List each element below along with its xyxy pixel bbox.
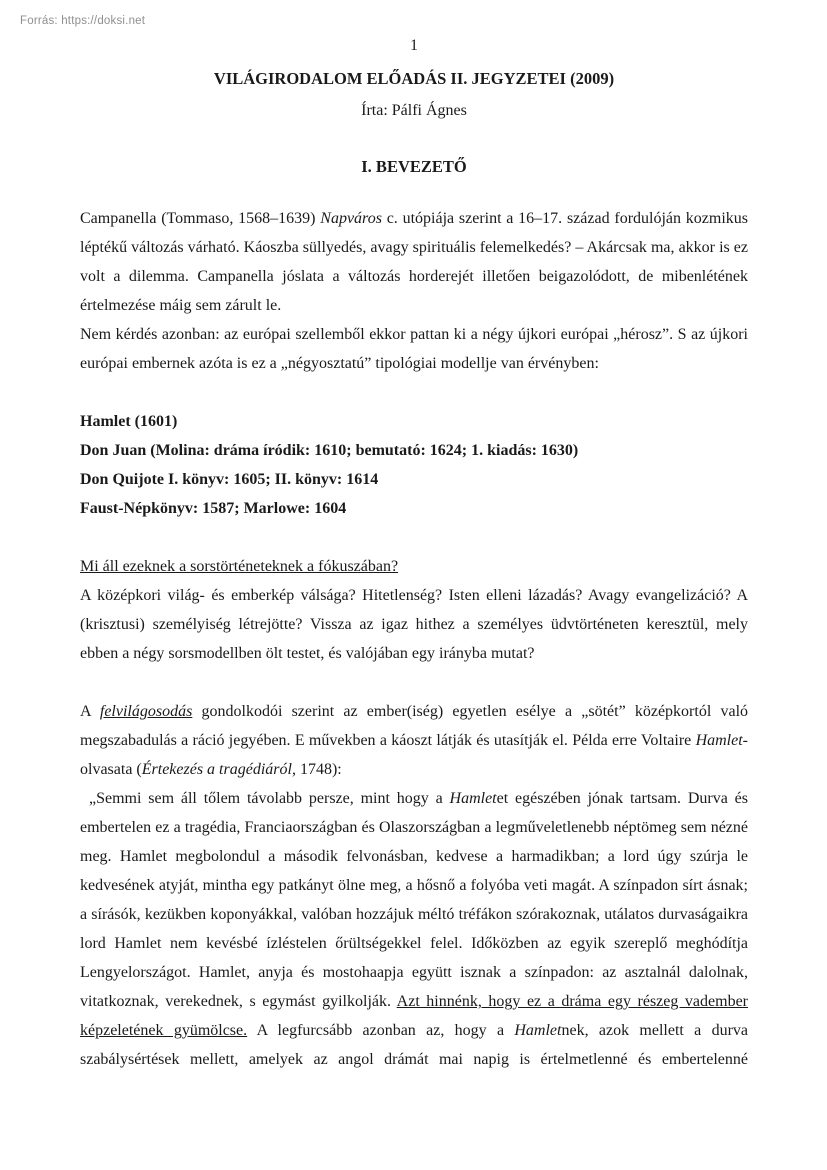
paragraph-voltaire-quote [80, 784, 748, 1074]
paragraph-nem-kerdes: Nem kérdés azonban: az európai szellemből ekkor pattan ki a négy újkori európai „hérosz”. S az újkori európai embernek azóta is ez a „négyosztatú” tipológiai modellje van érvényben: [80, 326, 748, 372]
author-line: Írta: Pálfi Ágnes [361, 102, 467, 119]
term-felvilagosodas: felvilágosodás [99, 703, 193, 720]
enlightenment-block [80, 697, 748, 1074]
text-segment: -olvasata ( [80, 732, 748, 778]
text-segment: nek, azok mellett a durva szabálysértések mellett, amelyek az angol drámát mai napig is értelmetlenné és embertelenné [80, 1022, 749, 1068]
source-watermark: Forrás: https://doksi.net [20, 15, 146, 27]
paragraph-kozepkori: A középkori világ- és emberkép válsága? Hitetlenség? Isten elleni lázadás? Avagy evangelizáció? A (krisztusi) személyiség létrejötte? Vissza az igaz hithez a személyes üdvtörténeten keresztül, mely ebben a négy sorsmodellben ölt testet, és valójában egy irányba mutat? [80, 587, 748, 662]
page-content [80, 0, 748, 1074]
question-block [80, 552, 748, 668]
question-heading [80, 552, 748, 581]
hero-typology-list [80, 407, 748, 523]
work-title-napvaros: Napváros [320, 210, 382, 227]
work-title-hamlet: Hamlet [514, 1022, 562, 1039]
text-segment: c. utópiája szerint a 16–17. század fordulóján kozmikus léptékű változás várható. Káoszba süllyedés, avagy spirituális felemelkedés? – Akárcsak ma, akkor is ez volt a dilemma. Campanella jóslata a változás horderejét illetően beigazolódott, de mibenlétének értelmezése máig sem zárult le. [80, 210, 749, 314]
text-segment: , 1748): [291, 761, 342, 778]
text-segment: A [80, 703, 100, 720]
work-title-ertekezes: Értekezés a tragédiáról [141, 761, 292, 778]
work-title-hamlet: Hamlet [449, 790, 497, 807]
hero-item-don-juan: Don Juan (Molina: dráma íródik: 1610; bemutató: 1624; 1. kiadás: 1630) [80, 442, 579, 459]
text-segment: Campanella (Tommaso, 1568–1639) [80, 210, 321, 227]
document-title: VILÁGIRODALOM ELŐADÁS II. JEGYZETEI (2009) [213, 69, 615, 88]
underlined-phrase: Azt hinnénk, hogy ez a dráma egy részeg vadember képzeletének gyümölcse. [80, 993, 748, 1039]
question-heading-text: Mi áll ezeknek a sorstörténeteknek a fókuszában? [80, 558, 399, 575]
section-heading: I. BEVEZETŐ [361, 157, 467, 176]
paragraph-campanella [80, 204, 748, 320]
text-segment: gondolkodói szerint az ember(iség) egyetlen esélye a „sötét” középkortól való megszabadulás a ráció jegyében. E művekben a káoszt látják és utasítják el. Példa erre Voltaire [80, 703, 749, 749]
text-segment: „Semmi sem áll tőlem távolabb persze, mint hogy a [89, 790, 450, 807]
hero-item-don-quijote: Don Quijote I. könyv: 1605; II. könyv: 1614 [80, 471, 379, 488]
hero-item-faust: Faust-Népkönyv: 1587; Marlowe: 1604 [80, 500, 347, 517]
page-number: 1 [410, 37, 418, 54]
body-text [80, 204, 748, 1074]
text-segment: A legfurcsább azonban az, hogy a [247, 1022, 515, 1039]
text-segment: et egészében jónak tartsam. Durva és embertelen ez a tragédia, Franciaországban és Olaszországban a legműveletlenebb néptömeg sem nézné meg. Hamlet megbolondul a második felvonásban, kedvese a harmadikban; a lord úgy szúrja le kedvesének atyját, mintha egy patkányt ölne meg, a hősnő a folyóba veti magát. A színpadon sírt ásnak; a sírásók, kezükben koponyákkal, valóban hozzájuk méltó tréfákon szórakoznak, utálatos durvaságaikra lord Hamlet nem kevésbé ízléstelen őrültségekkel felel. Időközben az egyik szereplő meghódítja Lengyelországot. Hamlet, anyja és mostohaapja együtt isznak a színpadon: az asztalnál dalolnak, vitatkoznak, verekednek, s egymást gyilkolják. [80, 790, 749, 1010]
paragraph-felvilagosodas [80, 697, 748, 784]
work-title-hamlet: Hamlet [695, 732, 743, 749]
hero-item-hamlet: Hamlet (1601) [80, 413, 178, 430]
